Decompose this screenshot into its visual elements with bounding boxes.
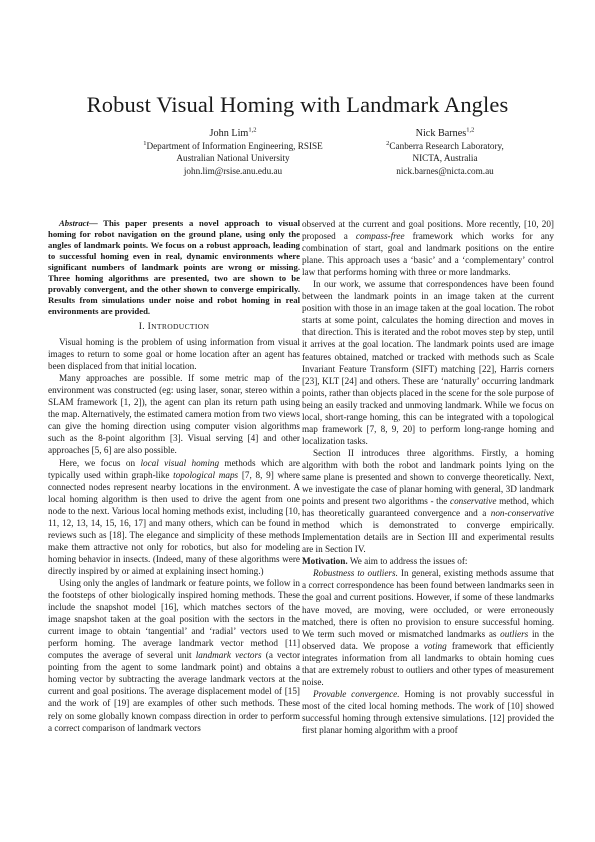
paragraph: Robustness to outliers. In general, existing methods assume that a correct correspondence has been found between landmarks seen in the goal and current positions. However, if some of these landmarks have moved, are moving, were occluded, or were erroneously matched, there is often no provision to ensure successful homing. We term such moved or mismatched landmarks as outliers in the observed data. We propose a voting framework that efficiently integrates information from all landmarks to obtain homing cues that are extremely robust to outliers and other types of measurement noise.: [302, 568, 554, 687]
author-block-2: [345, 128, 545, 177]
motivation-paragraph: Motivation. We aim to address the issues of:: [302, 556, 468, 567]
author-dept-1: $^1$Department of Information Engineering, RSISE: [143, 140, 323, 152]
author-name-1: John Lim$^{1,2}$: [209, 126, 257, 139]
paper-title: Robust Visual Homing with Landmark Angles: [86, 92, 509, 117]
author-email-1: john.lim@rsise.anu.edu.au: [183, 165, 283, 176]
abstract-label: Abstract: [59, 218, 89, 228]
paragraph: In our work, we assume that correspondences have been found between the landmark points in an image taken at the current position with those in an image taken at the goal location. The robot starts at some point, calculates the homing direction and moves in that direction. This is iterated and the robot moves step by step, until it arrives at the goal location. The landmark points used are image features obtained, matched or tracked with methods such as Scale Invariant Feature Transform (SIFT) matching [22], Harris corners [23], KLT [24] and others. These are ‘naturally’ occurring landmark points, rather than objects placed in the scene for the sole purpose of being an easily tracked and unmoving landmark. While we focus on local, short-range homing, this can be integrated with a topological map framework [7, 8, 9, 20] to perform long-range homing and localization tasks.: [302, 279, 554, 446]
author-org-2: NICTA, Australia: [412, 153, 478, 164]
paragraph: Many approaches are possible. If some metric map of the environment was constructed (eg: using laser, sonar, stereo within a SLAM framework [1, 2]), the agent can plan its return path using the map. Alternatively, the estimated camera motion from two views can give the homing direction using computer vision algorithms such as the 8-point algorithm [3]. Visual serving [4] and other approaches [5, 6] are also possible.: [48, 373, 300, 456]
author-email-2: nick.barnes@nicta.com.au: [396, 165, 494, 176]
section-heading-introduction: I. INTRODUCTION: [138, 321, 210, 332]
abstract-text: — This paper presents a novel approach to visual homing for robot navigation on the ground plane, using only the angles of landmark points. We focus on a robust approach, leading to successful homing even in real, dynamic environments where significant numbers of landmark points are wrong or missing. Three homing algorithms are presented, two are shown to be provably convergent, and the other shown to converge empirically. Results from simulations under noise and robot homing in real environments are provided.: [48, 218, 300, 316]
motivation-label: Motivation.: [302, 556, 348, 567]
left-column: [48, 218, 300, 734]
right-column: [302, 218, 554, 736]
paragraph: observed at the current and goal positions. More recently, [10, 20] proposed a compass-free framework which works for any combination of start, goal and landmark positions on the entire plane. This approach uses a ‘basic’ and a ‘complementary’ control law that performs homing with three or more landmarks.: [302, 219, 554, 278]
abstract: [48, 218, 300, 317]
author-dept-2: $^2$Canberra Research Laboratory,: [386, 140, 504, 152]
paragraph: Provable convergence. Homing is not provably successful in most of the cited local homing methods. The work of [10] showed successful homing through extensive simulations. [12] provided the first planar homing algorithm with a proof: [302, 688, 554, 735]
paragraph: Visual homing is the problem of using information from visual images to return to some goal or home location after an agent has been displaced from that initial location.: [48, 337, 300, 372]
paragraph: Using only the angles of landmark or feature points, we follow in the footsteps of other biologically inspired homing methods. These include the snapshot model [16], which matches sectors of the image snapshot taken at the goal position with the sectors in the current image to obtain ‘tangential’ and ‘radial’ vectors used to perform homing. The average landmark vector method [11] computes the average of several unit landmark vectors (a vector pointing from the agent to some landmark point) and obtains a homing vector by subtracting the average landmark vectors at the current and goal positions. The average displacement model of [15] and the work of [19] are examples of other such methods. These rely on some globally known compass direction in order to perform a correct comparison of landmark vectors: [48, 577, 300, 733]
author-block-1: [88, 128, 378, 177]
paragraph: Here, we focus on local visual homing methods which are typically used within graph-like topological maps [7, 8, 9] where connected nodes represent nearby locations in the environment. A local homing algorithm is then used to drive the agent from one node to the next. Various local homing methods exist, including [10, 11, 12, 13, 14, 15, 16, 17] and many others, which can be found in reviews such as [18]. The elegance and simplicity of these methods make them attractive not only for robotics, but also for modeling homing behavior in insects. (Indeed, many of these algorithms were directly inspired by or aimed at explaining insect homing.): [48, 457, 300, 576]
author-name-2: Nick Barnes$^{1,2}$: [415, 126, 475, 139]
author-org-1: Australian National University: [176, 153, 290, 164]
paragraph: Section II introduces three algorithms. Firstly, a homing algorithm with both the robot and landmark points lying on the same plane is presented and shown to converge theoretically. Next, we investigate the case of planar homing with general, 3D landmark points and present two algorithms - the conservative method, which has theoretically guaranteed convergence and a non-conservative method which is demonstrated to converge empirically. Implementation details are in Section III and experimental results are in Section IV.: [302, 447, 554, 555]
